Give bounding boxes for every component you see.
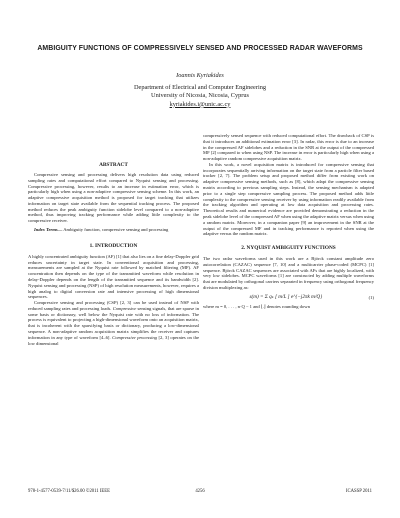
index-terms-text: Ambiguity function, compressive sensing and processing: [62, 227, 169, 233]
university: University of Nicosia, Nicosia, Cyprus: [151, 92, 249, 100]
abstract-heading: ABSTRACT: [99, 162, 128, 168]
index-terms-label: Index Terms—: [34, 227, 63, 233]
author-email[interactable]: kyriakides.i@unic.ac.cy: [169, 100, 231, 108]
department: Department of Electrical and Computer Engineering: [133, 84, 266, 91]
right-column: [203, 127, 374, 309]
footer-conference: ICASSP 2011: [345, 489, 372, 494]
intro-paragraph-2: Compressive sensing and processing (CSP) [2, 3] can be used instead of NSP with reduced sampling rates and processing loads. Compressive sensing signals, that are sparse in some basis or dictionary, well below the Nyquist rate with no loss of information. The process is equivalent to projecting a high-dimensional waveform onto an acquisition matrix, that is incoherent with the sparsifying basis or dictionary, producing a low-dimensional sequence. A non-adaptive random acquisition matrix simplifies the receiver and captures information in any type of waveform [4–6]. Compressive processing [2, 3] operates on the low dimensional: [28, 300, 199, 346]
intro-paragraph-4: In this work, a novel acquisition matrix is introduced for compressive sensing that incorporates sequentially arriving information on the target state from a particle filter based tracker [2, 7]. The problem setup and proposed method differ from existing work on adaptive compressive sensing methods, such as [8], which adapt the compressive sensing matrix according to previous sampling steps. Instead, the sensing mechanism is adapted prior to a single step compressive sampling process. The proposed method adds little complexity to the compressive sensing receiver by using information readily available from the tracking algorithm and operating at low data acquisition and processing rates. Theoretical results and numerical evidence are provided demonstrating a reduction in the peak sidelobe level of the compressed AF when using the adaptive matrix versus when using a random matrix. Moreover, in a companion paper [9] an improvement in the SNR at the output of the compressed MF and in tracking performance is reported when using the adaptive versus the random matrix.: [203, 161, 374, 237]
intro-paragraph-3: compressively sensed sequence with reduced computational effort. The drawback of CSP is that it introduces an additional estimation error [3]. In radar, this error is due to an increase in the compressed AF sidelobes and a reduction in the SNR at the output of the compressed MF [2] compared to when using NSP. The increase in error is particularly high when using a non-adaptive random compressive acquisition matrix.: [203, 133, 374, 162]
compressive-processing-emphasis: Compressive processing: [112, 334, 157, 340]
paper-title: AMBIGUITY FUNCTIONS OF COMPRESSIVELY SENSED AND PROCESSED RADAR WAVEFORMS: [37, 45, 363, 52]
left-column: [28, 127, 199, 346]
equation-formula: s(m) = Σ qₖ [ m/L ] e^{−j2πk m/Q}: [249, 293, 323, 300]
author-name: Ioannis Kyriakides: [176, 72, 224, 79]
compressive-emphasis: Compressive: [112, 305, 137, 311]
intro-paragraph-1: A highly concentrated ambiguity function (AF) [1] that also lies on a fine delay-Doppler grid reduces uncertainty in target state. In conventional acquisition and processing, measurements are sampled at the Nyquist rate followed by matched filtering (MF). AF concentration then depends on the type of the transmitted waveform while resolution in delay-Doppler depends on the length of the transmitted sequence and its bandwidth [2]. Nyquist sensing and processing (NSP) of high resolution measurements, however, requires a high analog to digital conversion rate and intensive processing of high dimensional sequences.: [28, 253, 199, 300]
footer-copyright: 978-1-4577-0539-7/11/$26.00 ©2011 IEEE: [28, 489, 110, 494]
nyquist-paragraph-after: where m = 0, . . . , n·Q − 1 and ⌊.⌋ denotes rounding down: [203, 303, 310, 309]
index-terms: [28, 227, 199, 233]
nyquist-heading: 2. NYQUIST AMBIGUITY FUNCTIONS: [241, 245, 336, 252]
footer-page-number: 4256: [195, 489, 205, 494]
intro-heading: 1. INTRODUCTION: [89, 242, 138, 249]
nyquist-paragraph-1: The two radar waveforms used in this work are a Björck constant amplitude zero autocorrelation (CAZAC) sequence [7, 10] and a multicarrier phase-coded (MCPC) [1] sequence. Björck CAZAC sequences are associated with AFs that are highly localized, with very low sidelobes. MCPC waveforms [1] are constructed by adding multiple waveforms that are modulated by orthogonal carriers separated in frequency using orthogonal frequency division multiplexing as:: [203, 256, 374, 290]
equation-number: (1): [368, 294, 374, 300]
abstract-text: Compressive sensing and processing delivers high resolution data using reduced sampling rates and computational effort compared to Nyquist sensing and processing. Compressive processing, however, results to an increase in estimation error, which is particularly high when using a non-adaptive compressive sensing scheme. In this work, an adaptive compressive acquisition method is proposed for target tracking that utilizes information on target state available from the sequential tracking process. The proposed method reduces the peak ambiguity function sidelobe level compared to a non-adaptive method, thus improving tracking performance while adding little complexity to the compressive receiver.: [28, 172, 199, 224]
equation-1: [203, 295, 374, 301]
affiliation-block: [0, 84, 400, 109]
